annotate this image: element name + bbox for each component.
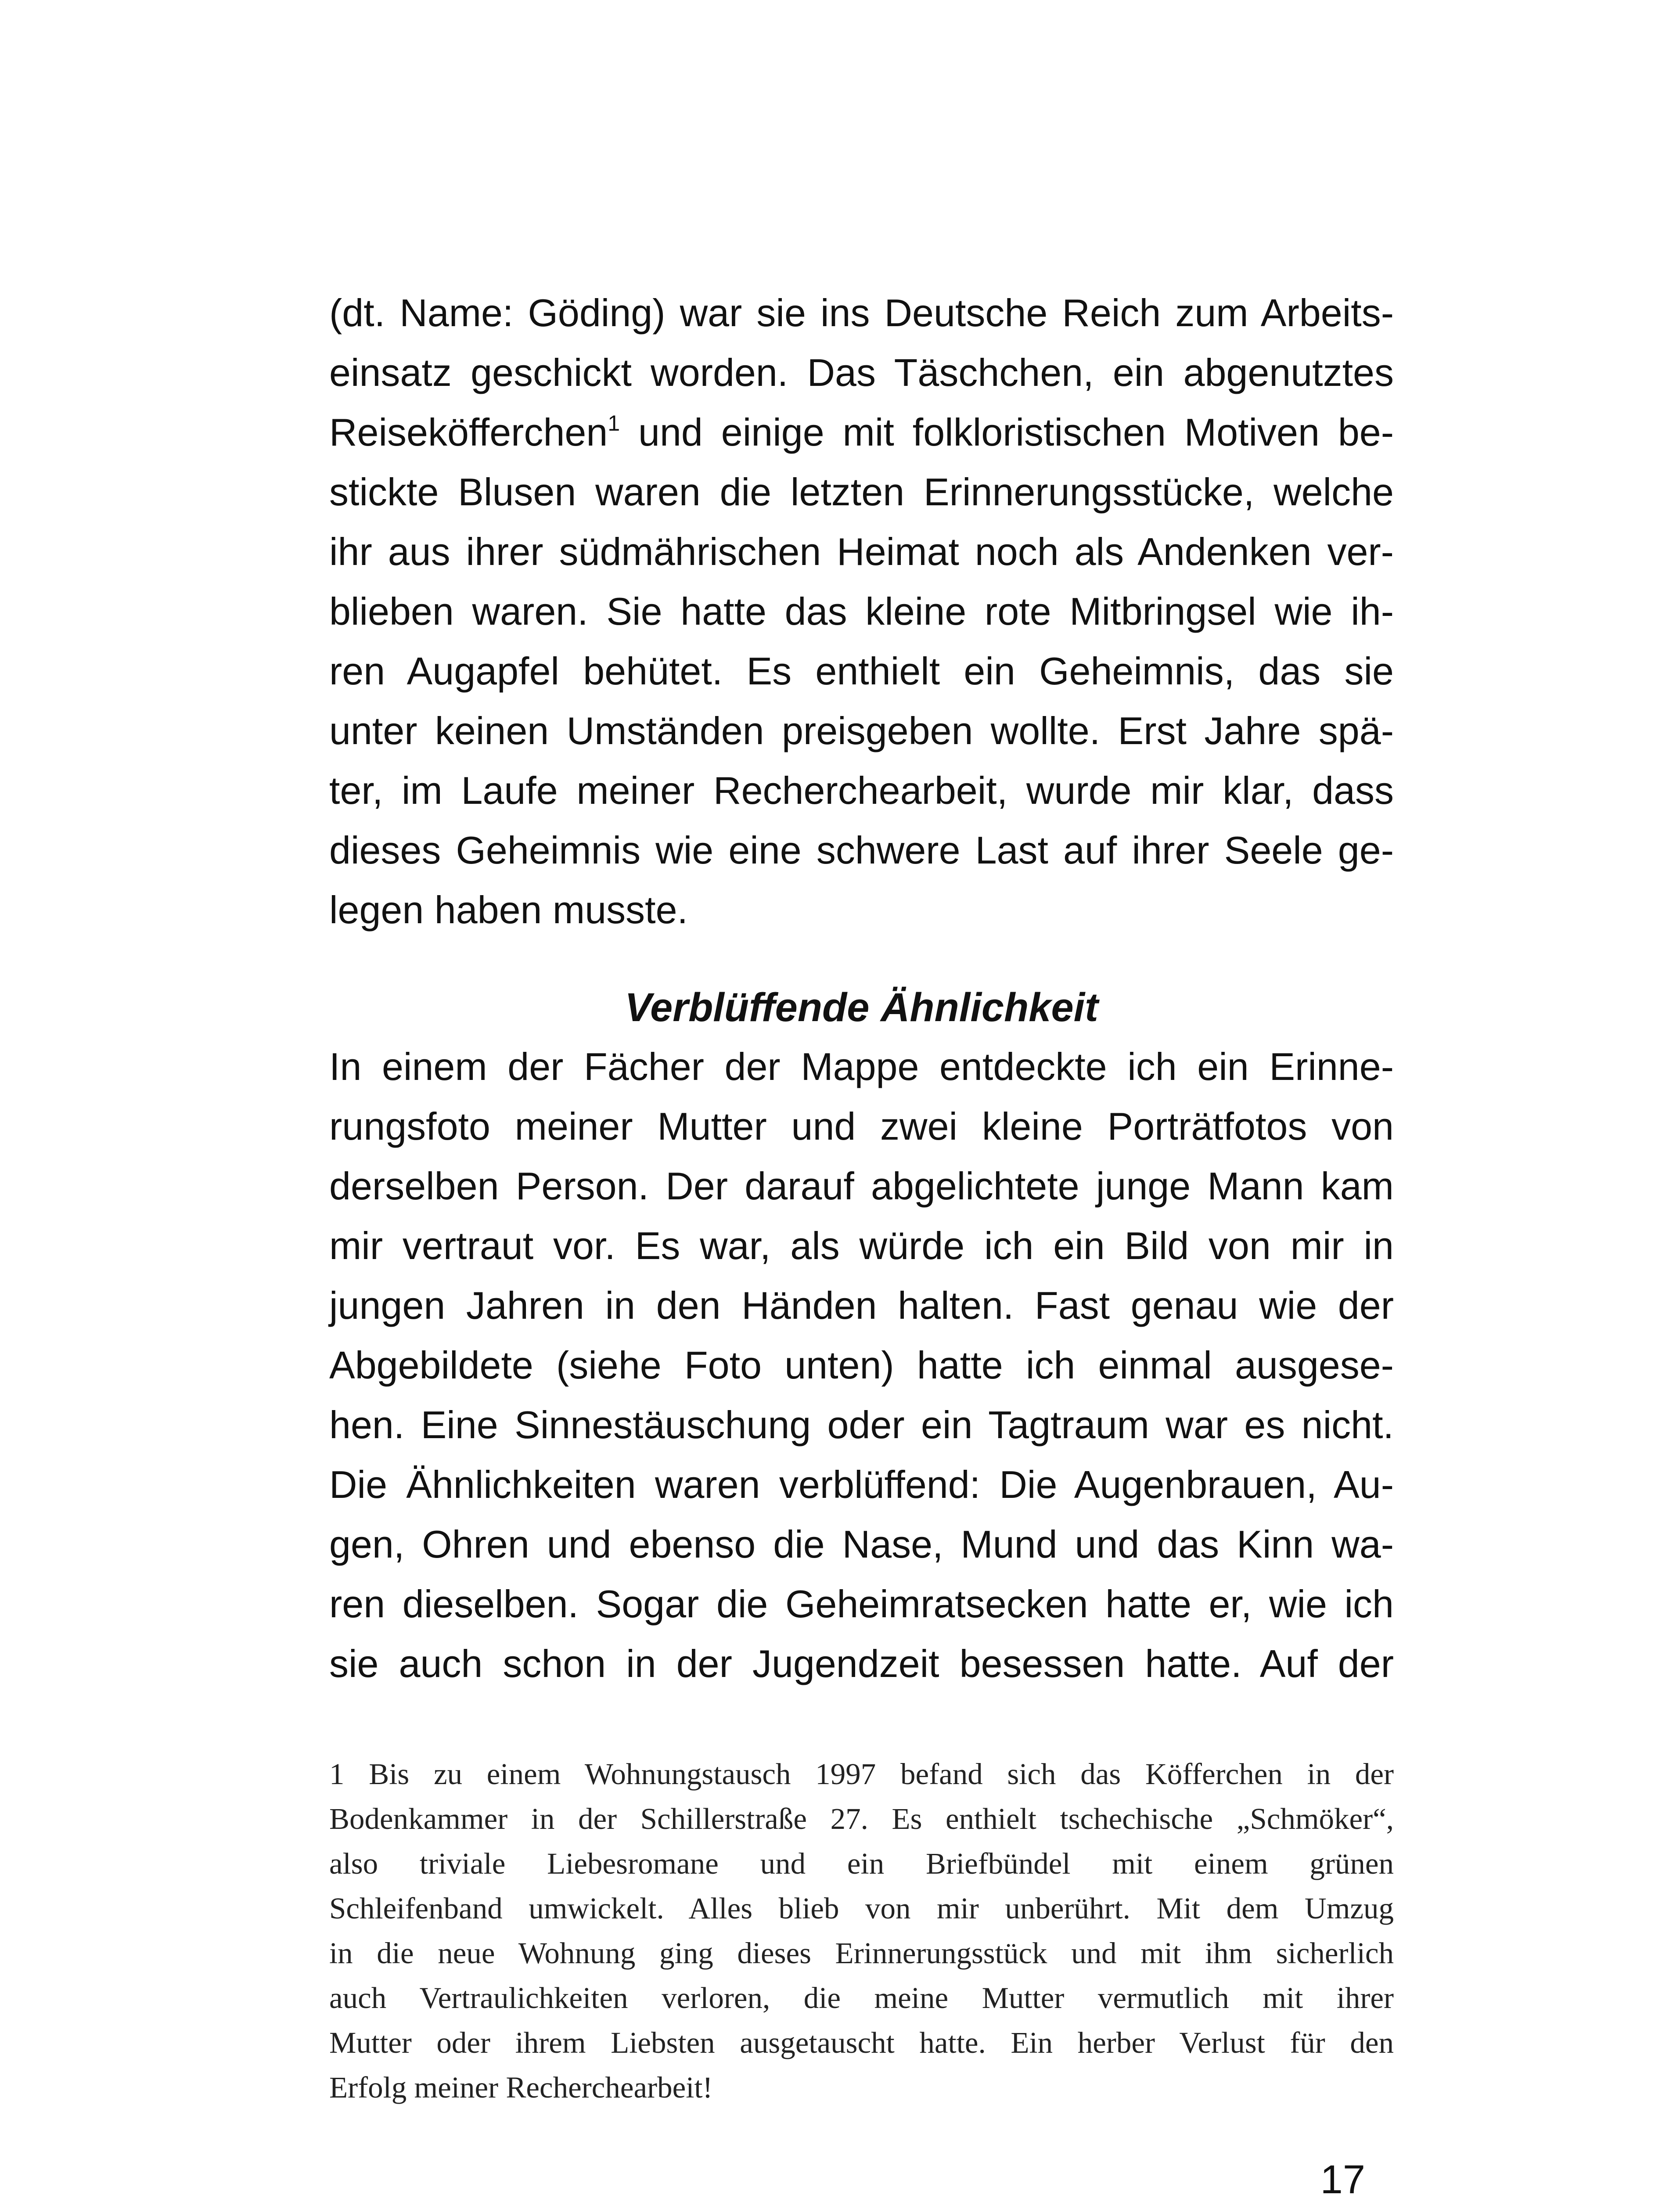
footnote [329, 1752, 1394, 2110]
text-line: unter keinen Umständen preisgeben wollte. Erst Jahre spä- [329, 709, 1394, 752]
footnote-line: Erfolg meiner Recherchearbeit! [329, 2071, 713, 2104]
footnote-line: Mutter oder ihrem Liebsten ausgetauscht hatte. Ein herber Verlust für den [329, 2026, 1394, 2059]
text-line: hen. Eine Sinnestäuschung oder ein Tagtraum war es nicht. [329, 1403, 1394, 1447]
text-line: mir vertraut vor. Es war, als würde ich ein Bild von mir in [329, 1224, 1394, 1267]
text-line: legen haben musste. [329, 888, 688, 932]
text-line: jungen Jahren in den Händen halten. Fast genau wie der [329, 1284, 1394, 1327]
text-segment: und einige mit folkloristischen Motiven be- [638, 410, 1394, 454]
text-line: ren Augapfel behütet. Es enthielt ein Geheimnis, das sie [329, 649, 1394, 693]
footnote-line: auch Vertraulichkeiten verloren, die meine Mutter vermutlich mit ihrer [329, 1981, 1394, 2015]
body-paragraph-1 [329, 283, 1394, 940]
text-line: Abgebildete (siehe Foto unten) hatte ich einmal ausgese- [329, 1343, 1394, 1387]
text-line: gen, Ohren und ebenso die Nase, Mund und das Kinn wa- [329, 1522, 1394, 1566]
text-line: Die Ähnlichkeiten waren verblüffend: Die Augenbrauen, Au- [329, 1463, 1394, 1506]
text-line-with-footnote [329, 403, 1394, 462]
text-line: rungsfoto meiner Mutter und zwei kleine Porträtfotos von [329, 1105, 1394, 1148]
footnote-line: also triviale Liebesromane und ein Briefbündel mit einem grünen [329, 1847, 1394, 1880]
section-heading: Verblüffende Ähnlichkeit [625, 985, 1098, 1030]
body-paragraph-2 [329, 1037, 1394, 1694]
footnote-line: Bodenkammer in der Schillerstraße 27. Es enthielt tschechische „Schmöker“, [329, 1802, 1394, 1835]
text-line: ren dieselben. Sogar die Geheimratsecken hatte er, wie ich [329, 1582, 1394, 1626]
text-line: ter, im Laufe meiner Recherchearbeit, wurde mir klar, dass [329, 769, 1394, 812]
text-line: ihr aus ihrer südmährischen Heimat noch als Andenken ver- [329, 530, 1394, 573]
footnote-reference: 1 [608, 411, 620, 435]
text-line: dieses Geheimnis wie eine schwere Last auf ihrer Seele ge- [329, 828, 1394, 872]
text-line: (dt. Name: Göding) war sie ins Deutsche Reich zum Arbeits- [329, 291, 1394, 335]
text-line: derselben Person. Der darauf abgelichtete junge Mann kam [329, 1164, 1394, 1208]
text-line: einsatz geschickt worden. Das Täschchen, ein abgenutztes [329, 351, 1394, 394]
text-line: stickte Blusen waren die letzten Erinnerungsstücke, welche [329, 470, 1394, 514]
text-line: blieben waren. Sie hatte das kleine rote Mitbringsel wie ih- [329, 590, 1394, 633]
footnote-line: Schleifenband umwickelt. Alles blieb von mir unberührt. Mit dem Umzug [329, 1892, 1394, 1925]
text-segment: Reiseköfferchen [329, 410, 608, 454]
footnote-line: 1 Bis zu einem Wohnungstausch 1997 befand sich das Köfferchen in der [329, 1757, 1394, 1791]
text-line: sie auch schon in der Jugendzeit besessen hatte. Auf der [329, 1642, 1394, 1685]
page-number: 17 [1320, 2157, 1365, 2195]
footnote-line: in die neue Wohnung ging dieses Erinnerungsstück und mit ihm sicherlich [329, 1936, 1394, 1970]
text-line: In einem der Fächer der Mappe entdeckte ich ein Erinne- [329, 1045, 1394, 1088]
